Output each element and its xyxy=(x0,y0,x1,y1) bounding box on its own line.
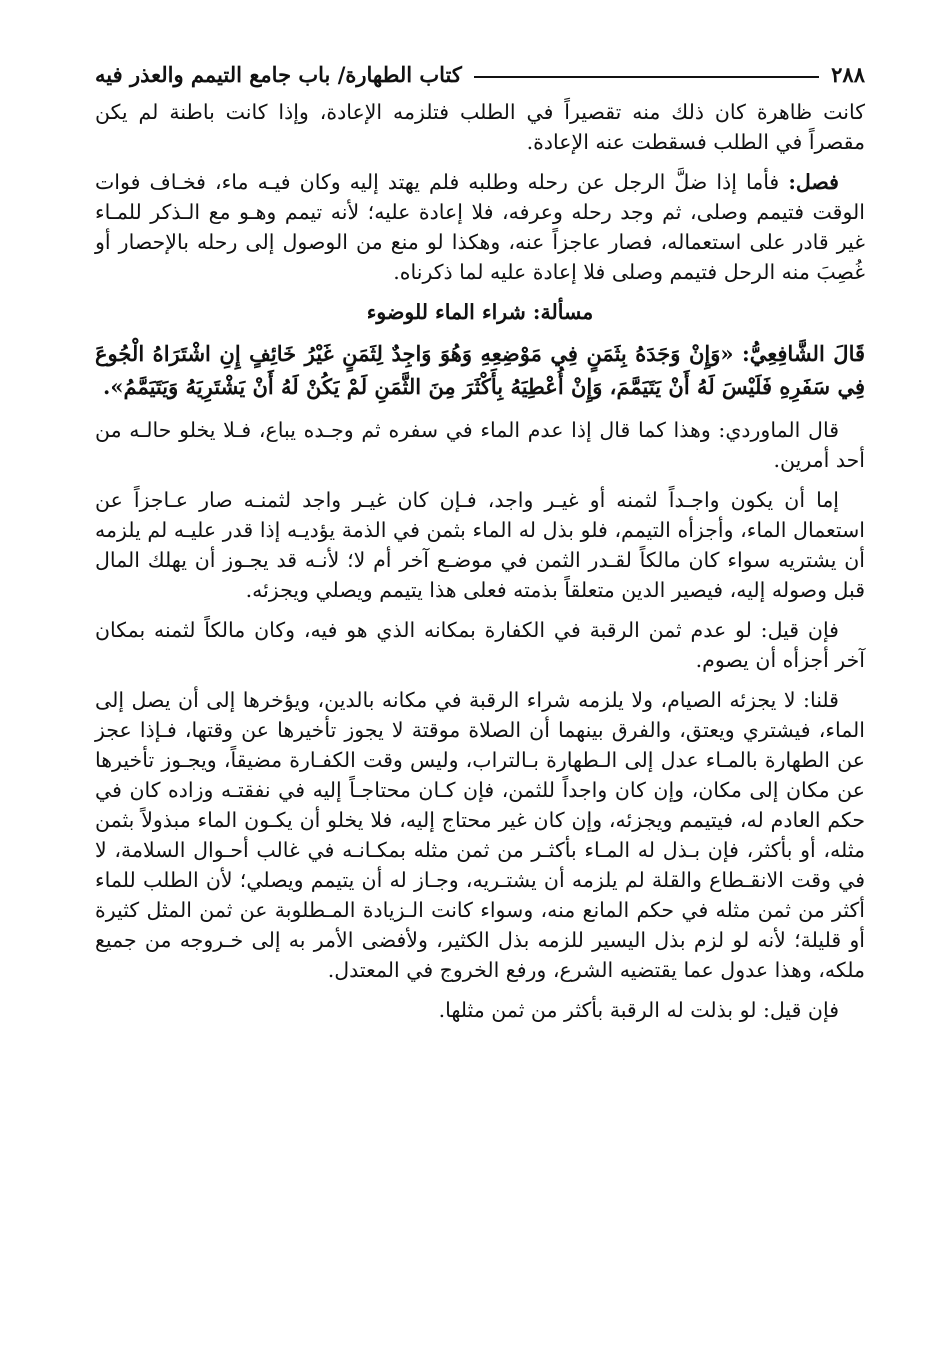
paragraph-3-text: قال الماوردي: وهذا كما قال إذا عدم الماء في سفره ثم وجـده يباع، فـلا يخلو حالـه من أحد أمرين. xyxy=(95,418,865,472)
paragraph-1-text: كانت ظاهرة كان ذلك منه تقصيراً في الطلب فتلزمه الإعادة، وإذا كانت باطنة لم يكن مقصراً في الطلب فسقطت عنه الإعادة. xyxy=(95,100,865,154)
paragraph-5 xyxy=(95,615,865,675)
paragraph-2-text: فأما إذا ضلَّ الرجل عن رحله وطلبه فلم يهتد إليه وكان فيـه ماء، فخـاف فوات الوقت فتيمم وصلى، ثم وجد رحله وعرفه، فلا إعادة عليه؛ لأنه تيمم وهـو مع الـذكر للمـاء غير قادر على استعماله، فصار عاجزاً عنه، وهكذا لو منع من الوصول إلى رحله بالإحصار أو غُصِبَ منه الرحل فتيمم وصلى فلا إعادة عليه لما ذكرناه. xyxy=(95,170,865,284)
issue-heading: مسألة: شراء الماء للوضوء xyxy=(366,300,594,324)
paragraph-4-text: إما أن يكون واجـداً لثمنه أو غيـر واجد، فـإن كان غيـر واجد لثمنـه صار عـاجزاً عن استعمال الماء، وأجزأه التيمم، فلو بذل له الماء بثمن في الذمة يؤديـه إذا قدر عليـه لم يلزمه أن يشتريه سواء كان مالكاً لقـدر الثمن في موضـع آخر أم لا؛ لأنـه قد يجـوز أن يهلك المال قبل وصوله إليه، فيصير الدين متعلقاً بذمته فعلى هذا يتيمم ويصلي ويجزئه. xyxy=(95,488,865,602)
paragraph-4 xyxy=(95,485,865,605)
page-number: ٢٨٨ xyxy=(831,61,865,87)
quote-label: قَالَ الشَّافِعِيُّ: xyxy=(742,341,866,366)
paragraph-7-text: فإن قيل: لو بذلت له الرقبة بأكثر من ثمن مثلها. xyxy=(438,998,839,1022)
paragraph-6 xyxy=(95,685,865,985)
header-rule xyxy=(474,76,819,78)
paragraph-3 xyxy=(95,415,865,475)
page-header xyxy=(95,55,865,93)
running-title: كتاب الطهارة/ باب جامع التيمم والعذر فيه xyxy=(95,61,462,87)
paragraph-7 xyxy=(95,995,865,1025)
book-page xyxy=(95,55,865,1035)
paragraph-5-text: فإن قيل: لو عدم ثمن الرقبة في الكفارة بمكانه الذي هو فيه، وكان مالكاً لثمنه بمكان آخر أجزأه أن يصوم. xyxy=(95,618,865,672)
paragraph-1 xyxy=(95,97,865,157)
quote-text: «وَإِنْ وَجَدَهُ بِثَمَنٍ فِي مَوْضِعِهِ وَهُوَ وَاجِدٌ لِثَمَنٍ غَيْرُ خَائِفٍ إِنِ اشْتَرَاهُ الْجُوعَ فِي سَفَرِهِ فَلَيْسَ لَهُ أَنْ يَتَيَمَّمَ، وَإِنْ أُعْطِيَهُ بِأَكْثَرَ مِنَ الثَّمَنِ لَمْ يَكُنْ لَهُ أَنْ يَشْتَرِيَهُ وَيَتَيَمَّمُ». xyxy=(95,341,865,399)
paragraph-2 xyxy=(95,167,865,287)
shafii-quote xyxy=(95,337,865,403)
paragraph-6-text: قلنا: لا يجزئه الصيام، ولا يلزمه شراء الرقبة في مكانه بالدين، ويؤخرها إلى أن يصل إلى الماء، فيشتري ويعتق، والفرق بينهما أن الصلاة موقتة لا يجوز تأخيرها عن وقتها، فـإذا عجز عن الطهارة بالمـاء عدل إلى الـطهارة بـالتراب، وليس وقت الكفـارة مضيقاً، ويجـوز تأخيرها عن مكان إلى مكان، وإن كان واجداً للثمن، فإن كـان محتاجـاً إليه في نفقتـه وزاده كان في حكم العادم له، فيتيمم ويجزئه، وإن كان غير محتاج إليه، فلا يخلو أن يكـون الماء مبذولاً بثمن مثله، أو بأكثر، فإن بـذل له المـاء بأكثـر من ثمن مثله بمكـانـه في غالب أحـوال السلامة، لا في وقت الانقـطاع والقلة لم يلزمه أن يشتـريه، وجـاز له أن يتيمم ويصلي؛ لأن الطلب للماء أكثر من ثمن مثله في حكم المانع منه، وسواء كانت الـزيادة المـطلوبة عن ثمن المثل كثيرة أو قليلة؛ لأنه لو لزم بذل اليسير للزمه بذل الكثير، ولأفضى الأمر به إلى خـروجه من جميع ملكه، وهذا عدول عما يقتضيه الشرع، ورفع الخروج في المعتدل. xyxy=(95,688,865,982)
section-label: فصل: xyxy=(788,170,839,194)
